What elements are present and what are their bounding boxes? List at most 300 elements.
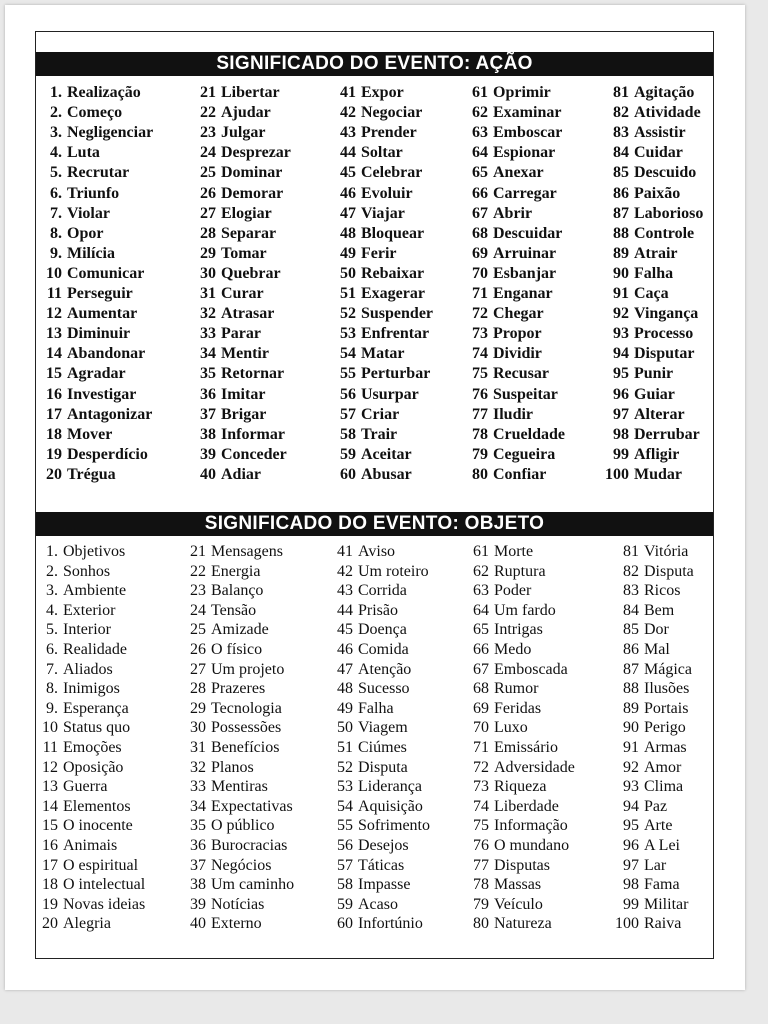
entry-word: O mundano [494,837,570,854]
entry-number: 96 [613,385,629,403]
entry-word: O físico [211,641,263,658]
entry-word: Aviso [358,543,396,560]
table-row [177,758,254,778]
entry-number: 81 [623,543,639,560]
entry-word: Disputa [644,562,694,580]
table-row [40,405,152,425]
entry-number: 43 [337,582,353,600]
entry-number: 78 [472,425,488,443]
table-row [324,718,408,738]
entry-number: 26 [200,184,216,202]
table-frame [35,31,714,959]
entry-number: 62 [472,104,488,122]
entry-word: Ruptura [494,562,546,580]
entry-number: 26 [190,641,206,658]
table-row [605,581,680,601]
entry-word: Intrigas [494,621,543,639]
entry-number: 32 [190,758,206,776]
table-row [324,699,394,719]
table-row [593,284,669,304]
entry-word: Suspeitar [493,385,558,403]
table-row [326,143,403,163]
entry-word: Ilusões [644,680,690,698]
table-row [593,344,694,364]
entry-number: 36 [190,837,206,854]
entry-word: Crueldade [493,425,565,443]
entry-word: Realidade [63,641,127,658]
entry-number: 94 [623,797,639,815]
table-row [593,244,678,264]
entry-word: Dividir [493,345,542,363]
entry-word: Disputas [494,856,550,874]
entry-number: 92 [613,305,629,323]
entry-number: 79 [472,445,488,463]
table-row [324,581,407,601]
entry-number: 63 [473,582,489,600]
entry-number: 10 [46,264,62,282]
table-row [456,103,561,123]
section-title-acao: SIGNIFICADO DO EVENTO: AÇÃO [36,52,713,76]
entry-word: O inocente [63,817,133,835]
entry-word: Um caminho [211,876,295,894]
table-row [177,640,262,660]
entry-word: Mover [67,425,113,443]
entry-word: Agitação [634,84,695,101]
entry-number: 42 [340,104,356,122]
entry-number: 19 [42,895,58,913]
entry-word: Rumor [494,680,539,698]
entry-word: Ferir [361,244,397,262]
entry-word: Paixão [634,184,681,202]
table-row [456,425,565,445]
table-row [186,324,261,344]
entry-number: 39 [190,895,206,913]
entry-number: 29 [200,244,216,262]
entry-number: 27 [200,204,216,222]
entry-word: Imitar [221,385,266,403]
entry-number: 90 [623,719,639,737]
table-row [324,679,410,699]
entry-word: Violar [67,204,110,222]
entry-number: 31 [190,739,206,756]
entry-word: Morte [494,543,534,560]
table-row [326,224,424,244]
entry-number: 13 [46,325,62,343]
table-row [326,83,404,103]
table-row [40,143,100,163]
entry-word: Prazeres [211,680,266,698]
entry-word: Realização [67,84,141,101]
table-row [456,465,546,485]
entry-word: Quebrar [221,264,281,282]
entry-word: Vingança [634,305,699,323]
entry-number: 74 [473,797,489,815]
entry-number: 73 [472,325,488,343]
entry-word: Mudar [634,465,682,483]
table-row [457,601,556,621]
table-row [40,324,130,344]
table-row [457,856,550,876]
entry-word: Dominar [221,164,283,182]
entry-number: 42 [337,562,353,580]
entry-number: 35 [200,365,216,383]
table-row [605,640,670,660]
entry-number: 4. [46,601,58,619]
table-row [326,184,413,204]
table-row [40,445,148,465]
entry-word: Suspender [361,305,434,323]
entry-word: Carregar [493,184,557,202]
entry-number: 98 [613,425,629,443]
section-title-objeto: SIGNIFICADO DO EVENTO: OBJETO [36,512,713,536]
table-row [36,718,130,738]
entry-number: 58 [337,876,353,894]
table-row [177,856,271,876]
entry-number: 83 [623,582,639,600]
entry-number: 99 [623,895,639,913]
entry-number: 55 [337,817,353,835]
entry-number: 35 [190,817,206,835]
entry-number: 67 [473,660,489,678]
table-row [324,620,407,640]
entry-number: 14 [46,345,62,363]
entry-number: 3. [50,124,62,142]
entry-word: Veículo [494,895,543,913]
entry-number: 99 [613,445,629,463]
table-row [593,465,682,485]
entry-word: Abusar [361,465,412,483]
table-row [186,224,276,244]
entry-word: Infortúnio [358,915,423,933]
entry-number: 78 [473,876,489,894]
entry-number: 77 [473,856,489,874]
entry-number: 76 [472,385,488,403]
entry-number: 45 [337,621,353,639]
entry-number: 7. [46,660,58,678]
entry-number: 43 [340,124,356,142]
table-row [36,640,127,660]
entry-number: 95 [623,817,639,835]
entry-number: 47 [340,204,356,222]
entry-number: 96 [623,837,639,854]
entry-word: Aliados [63,660,113,678]
table-row [605,875,680,895]
table-row [326,405,399,425]
table-row [605,620,669,640]
entry-word: Cegueira [493,445,556,463]
entry-number: 24 [200,144,216,162]
table-row [456,143,555,163]
table-row [177,836,287,856]
entry-number: 61 [473,543,489,560]
entry-word: Sonhos [63,562,111,580]
entry-number: 85 [613,164,629,182]
entry-number: 77 [472,405,488,423]
table-row [456,385,558,405]
table-row [457,797,559,817]
table-row [593,143,683,163]
table-row [324,816,430,836]
entry-number: 20 [46,465,62,483]
entry-word: Enganar [493,285,553,302]
entry-word: Mal [644,641,670,658]
table-row [605,914,681,934]
entry-word: Atividade [634,104,701,122]
entry-number: 85 [623,621,639,639]
entry-word: Luxo [494,719,528,737]
table-row [36,777,107,797]
entry-number: 17 [46,405,62,423]
table-row [177,718,281,738]
entry-number: 40 [190,915,206,933]
entry-number: 71 [473,739,489,756]
table-row [177,562,260,582]
entry-word: Trair [361,425,398,443]
entry-word: Fama [644,876,680,894]
entry-number: 29 [190,699,206,717]
table-row [324,895,398,915]
entry-number: 7. [50,204,62,222]
entry-word: Oprimir [493,84,551,101]
entry-word: Iludir [493,405,534,423]
table-row [326,244,397,264]
entry-number: 93 [613,325,629,343]
entry-number: 64 [472,144,488,162]
table-row [605,718,686,738]
entry-word: Atrasar [221,305,275,323]
table-row [40,204,110,224]
entry-number: 90 [613,264,629,282]
entry-number: 14 [42,797,58,815]
entry-word: Perturbar [361,365,431,383]
table-row [324,777,422,797]
entry-number: 23 [190,582,206,600]
table-row [186,264,281,284]
entry-word: Esbanjar [493,264,557,282]
entry-number: 45 [340,164,356,182]
table-row [40,103,122,123]
entry-number: 59 [337,895,353,913]
table-row [186,83,280,103]
entry-word: Confiar [493,465,547,483]
table-row [457,895,543,915]
entry-number: 63 [472,124,488,142]
entry-word: Disputar [634,345,695,363]
entry-word: Celebrar [361,164,423,182]
table-row [186,385,265,405]
entry-word: Descuido [634,164,697,182]
entry-word: Parar [221,325,261,343]
entry-number: 91 [623,739,639,756]
entry-number: 56 [337,837,353,854]
entry-word: Triunfo [67,184,120,202]
entry-word: Falha [358,699,394,717]
table-row [456,83,551,103]
table-row [326,304,433,324]
entry-number: 13 [42,778,58,796]
table-row [36,758,123,778]
entry-number: 18 [42,876,58,894]
table-row [40,123,153,143]
entry-number: 44 [340,144,356,162]
entry-number: 49 [337,699,353,717]
entry-number: 17 [42,856,58,874]
entry-number: 54 [340,345,356,363]
entry-word: Elementos [63,797,131,815]
entry-number: 91 [613,285,629,302]
table-row [324,660,411,680]
entry-word: Adiar [221,465,261,483]
entry-word: Descuidar [493,224,563,242]
entry-number: 50 [340,264,356,282]
table-row [324,836,409,856]
entry-number: 94 [613,345,629,363]
entry-word: Expectativas [211,797,293,815]
entry-number: 89 [623,699,639,717]
entry-number: 97 [613,405,629,423]
entry-number: 16 [42,837,58,854]
table-row [593,364,673,384]
entry-word: O público [211,817,275,835]
entry-word: Acaso [358,895,398,913]
table-row [326,264,424,284]
entry-word: Abandonar [67,345,146,363]
entry-word: Comunicar [67,264,145,282]
entry-number: 31 [200,285,216,302]
entry-word: Tecnologia [211,699,282,717]
table-row [326,324,429,344]
entry-number: 72 [473,758,489,776]
table-row [457,777,546,797]
entry-word: Poder [494,582,532,600]
entry-word: Arte [644,817,673,835]
table-row [456,264,556,284]
entry-word: Demorar [221,184,284,202]
entry-word: Riqueza [494,778,547,796]
entry-number: 97 [623,856,639,874]
entry-word: Começo [67,104,123,122]
table-row [457,542,533,562]
entry-number: 16 [46,385,62,403]
entry-number: 84 [623,601,639,619]
table-row [326,284,425,304]
table-row [593,385,675,405]
table-row [186,284,264,304]
entry-number: 3. [46,582,58,600]
entry-word: Mágica [644,660,692,678]
entry-word: Desejos [358,837,409,854]
entry-word: Negócios [211,856,272,874]
table-row [457,679,538,699]
entry-number: 59 [340,445,356,463]
table-row [605,601,674,621]
table-row [40,264,144,284]
entry-word: Cuidar [634,144,683,162]
entry-number: 46 [337,641,353,658]
entry-word: Criar [361,405,400,423]
entry-number: 68 [473,680,489,698]
entry-word: Viagem [358,719,408,737]
table-row [186,445,287,465]
table-row [177,679,265,699]
table-row [40,284,133,304]
table-row [324,758,408,778]
entry-word: Viajar [361,204,405,222]
entry-number: 20 [42,915,58,933]
entry-number: 74 [472,345,488,363]
entry-word: Militar [644,895,689,913]
entry-word: Energia [211,562,261,580]
entry-number: 93 [623,778,639,796]
table-row [457,816,568,836]
entry-number: 32 [200,305,216,323]
entry-number: 81 [613,84,629,101]
table-row [40,224,103,244]
entry-word: Medo [494,641,532,658]
table-row [186,465,261,485]
entry-word: Tomar [221,244,267,262]
entry-word: Propor [493,325,542,343]
table-row [593,264,673,284]
entry-word: Chegar [493,305,544,323]
table-row [605,679,689,699]
entry-word: Afligir [634,445,680,463]
entry-word: Externo [211,915,262,933]
table-row [40,385,136,405]
table-row [456,244,556,264]
entry-number: 41 [340,84,356,101]
table-row [177,601,256,621]
entry-word: Diminuir [67,325,131,343]
entry-number: 15 [46,365,62,383]
entry-word: Espionar [493,144,556,162]
entry-word: Ricos [644,582,681,600]
entry-number: 100 [605,465,629,483]
table-row [593,304,698,324]
entry-word: Doença [358,621,407,639]
table-row [326,385,419,405]
entry-word: Tensão [211,601,257,619]
entry-number: 9. [46,699,58,717]
table-row [593,425,700,445]
entry-number: 36 [200,385,216,403]
table-row [593,445,679,465]
entry-word: Milícia [67,244,115,262]
table-row [36,914,111,934]
table-row [177,895,264,915]
table-row [36,738,122,758]
entry-number: 60 [340,465,356,483]
entry-number: 48 [340,224,356,242]
table-row [593,224,694,244]
entry-number: 52 [337,758,353,776]
table-row [326,425,397,445]
table-row [177,914,262,934]
entry-number: 95 [613,365,629,383]
entry-word: Agradar [67,365,126,383]
entry-word: Exagerar [361,285,425,302]
table-row [40,304,137,324]
entry-number: 70 [473,719,489,737]
table-row [605,660,692,680]
table-row [605,816,672,836]
entry-word: Feridas [494,699,542,717]
table-row [40,244,115,264]
entry-word: Caça [634,285,669,302]
entry-number: 33 [200,325,216,343]
entry-number: 11 [42,739,58,756]
entry-word: Alterar [634,405,685,423]
